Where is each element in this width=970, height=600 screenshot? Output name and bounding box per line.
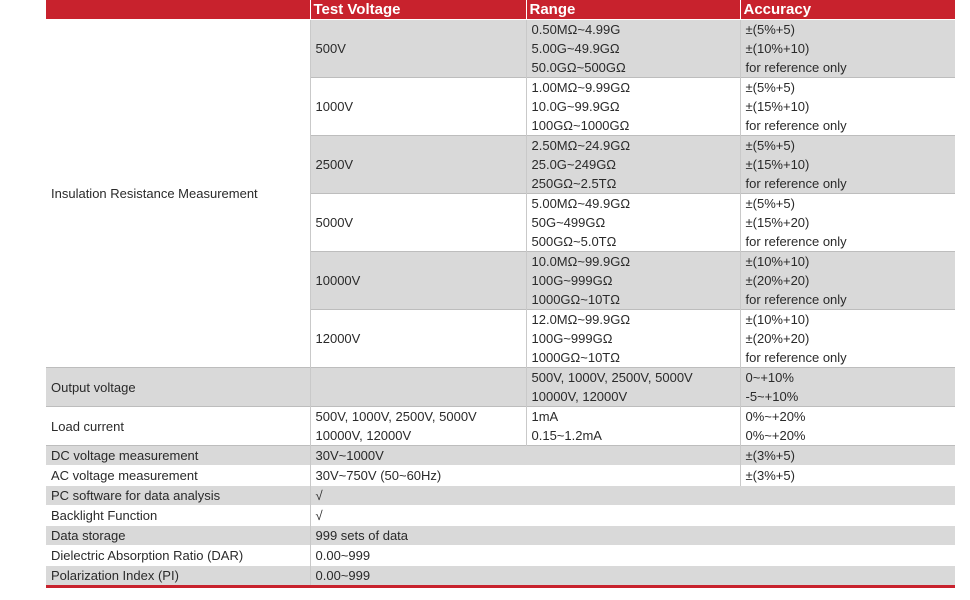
row-value: 30V~750V (50~60Hz) xyxy=(310,466,740,486)
table-row xyxy=(46,446,955,466)
table-row xyxy=(46,506,955,526)
accuracy-cell: for reference only xyxy=(740,290,955,310)
row-label: Data storage xyxy=(46,526,310,546)
range-cell: 5.00MΩ~49.9GΩ xyxy=(526,194,740,214)
range-cell: 500V, 1000V, 2500V, 5000V xyxy=(526,368,740,388)
range-cell: 50G~499GΩ xyxy=(526,213,740,232)
accuracy-cell: ±(20%+20) xyxy=(740,329,955,348)
range-cell: 10.0G~99.9GΩ xyxy=(526,97,740,116)
header-range: Range xyxy=(526,0,740,20)
range-cell: 1000GΩ~10TΩ xyxy=(526,348,740,368)
table-row xyxy=(46,20,955,40)
row-value: 0.00~999 xyxy=(310,546,955,566)
range-cell: 5.00G~49.9GΩ xyxy=(526,39,740,58)
row-value: 0.00~999 xyxy=(310,566,955,587)
accuracy-cell: 0%~+20% xyxy=(740,426,955,446)
test-voltage-cell: 1000V xyxy=(310,78,526,136)
accuracy-cell: for reference only xyxy=(740,174,955,194)
range-cell: 12.0MΩ~99.9GΩ xyxy=(526,310,740,330)
test-voltage-cell: 2500V xyxy=(310,136,526,194)
table-row xyxy=(46,486,955,506)
table-row xyxy=(46,407,955,427)
row-label: AC voltage measurement xyxy=(46,466,310,486)
accuracy-cell: ±(5%+5) xyxy=(740,136,955,156)
header-row xyxy=(46,0,955,20)
test-voltage-cell: 500V, 1000V, 2500V, 5000V xyxy=(310,407,526,427)
accuracy-cell: 0~+10% xyxy=(740,368,955,388)
output-voltage-label: Output voltage xyxy=(46,368,310,407)
test-voltage-cell: 10000V, 12000V xyxy=(310,426,526,446)
range-cell: 500GΩ~5.0TΩ xyxy=(526,232,740,252)
range-cell: 1.00MΩ~9.99GΩ xyxy=(526,78,740,98)
range-cell: 0.15~1.2mA xyxy=(526,426,740,446)
table-row xyxy=(46,368,955,388)
accuracy-cell: ±(10%+10) xyxy=(740,39,955,58)
accuracy-cell: -5~+10% xyxy=(740,387,955,407)
accuracy-cell: ±(5%+5) xyxy=(740,78,955,98)
load-current-label: Load current xyxy=(46,407,310,446)
row-value: √ xyxy=(310,506,955,526)
header-accuracy: Accuracy xyxy=(740,0,955,20)
range-cell: 1000GΩ~10TΩ xyxy=(526,290,740,310)
range-cell: 0.50MΩ~4.99G xyxy=(526,20,740,40)
row-value: 999 sets of data xyxy=(310,526,955,546)
range-cell: 250GΩ~2.5TΩ xyxy=(526,174,740,194)
accuracy-cell: ±(10%+10) xyxy=(740,252,955,272)
row-value: √ xyxy=(310,486,955,506)
row-accuracy: ±(3%+5) xyxy=(740,466,955,486)
range-cell: 10.0MΩ~99.9GΩ xyxy=(526,252,740,272)
accuracy-cell: ±(10%+10) xyxy=(740,310,955,330)
range-cell: 1mA xyxy=(526,407,740,427)
test-voltage-cell: 5000V xyxy=(310,194,526,252)
table-row xyxy=(46,566,955,587)
range-cell: 10000V, 12000V xyxy=(526,387,740,407)
row-label: Polarization Index (PI) xyxy=(46,566,310,587)
row-value: 30V~1000V xyxy=(310,446,740,466)
test-voltage-cell xyxy=(310,368,526,407)
test-voltage-cell: 500V xyxy=(310,20,526,78)
range-cell: 25.0G~249GΩ xyxy=(526,155,740,174)
accuracy-cell: ±(5%+5) xyxy=(740,20,955,40)
range-cell: 100G~999GΩ xyxy=(526,271,740,290)
row-label: DC voltage measurement xyxy=(46,446,310,466)
row-label: Backlight Function xyxy=(46,506,310,526)
accuracy-cell: ±(15%+10) xyxy=(740,97,955,116)
accuracy-cell: for reference only xyxy=(740,348,955,368)
row-label: Dielectric Absorption Ratio (DAR) xyxy=(46,546,310,566)
header-test-voltage: Test Voltage xyxy=(310,0,526,20)
row-accuracy: ±(3%+5) xyxy=(740,446,955,466)
accuracy-cell: ±(5%+5) xyxy=(740,194,955,214)
test-voltage-cell: 12000V xyxy=(310,310,526,368)
accuracy-cell: for reference only xyxy=(740,116,955,136)
range-cell: 50.0GΩ~500GΩ xyxy=(526,58,740,78)
table-row xyxy=(46,526,955,546)
insulation-label: Insulation Resistance Measurement xyxy=(46,20,310,368)
accuracy-cell: for reference only xyxy=(740,58,955,78)
table-row xyxy=(46,466,955,486)
accuracy-cell: 0%~+20% xyxy=(740,407,955,427)
table-row xyxy=(46,546,955,566)
accuracy-cell: ±(20%+20) xyxy=(740,271,955,290)
row-label: PC software for data analysis xyxy=(46,486,310,506)
range-cell: 2.50MΩ~24.9GΩ xyxy=(526,136,740,156)
spec-table xyxy=(46,0,955,588)
accuracy-cell: ±(15%+10) xyxy=(740,155,955,174)
range-cell: 100G~999GΩ xyxy=(526,329,740,348)
accuracy-cell: ±(15%+20) xyxy=(740,213,955,232)
range-cell: 100GΩ~1000GΩ xyxy=(526,116,740,136)
header-blank xyxy=(46,0,310,20)
accuracy-cell: for reference only xyxy=(740,232,955,252)
test-voltage-cell: 10000V xyxy=(310,252,526,310)
